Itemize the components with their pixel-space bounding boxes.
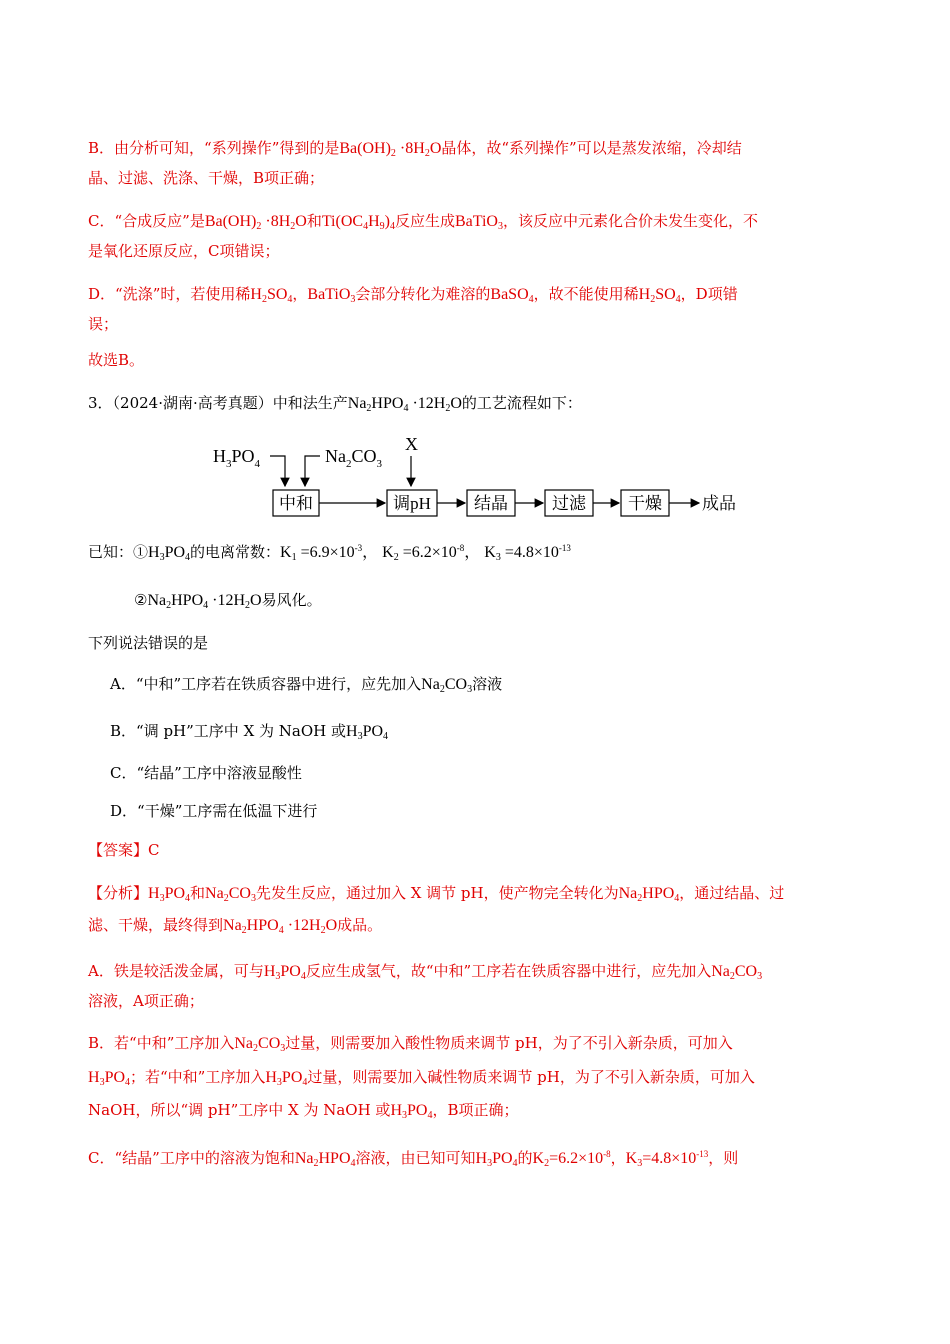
input-h3po4: $H_3PO_4$	[213, 446, 261, 470]
analysis-b-line2: 晶、过滤、洗涤、干燥，B项正确；	[88, 169, 325, 187]
text: 已知：①	[88, 543, 149, 561]
step-neutralize: 中和	[279, 494, 313, 513]
text: 会部分转化为难溶的	[355, 285, 491, 303]
arrow-na2co3	[305, 456, 320, 486]
analysis-A-line1	[88, 960, 862, 983]
text: 和	[190, 884, 206, 902]
text: ，则	[708, 1149, 739, 1167]
text: ，该反应中元素化合价未发生变化，不	[502, 212, 758, 230]
option-b	[110, 720, 862, 743]
question-prompt: 下列说法错误的是	[88, 634, 209, 652]
text: ②	[134, 591, 148, 609]
analysis-B-line2	[88, 1066, 862, 1089]
text: 易风化。	[261, 591, 322, 609]
text: 过量，则需要加入酸性物质来调节 pH，为了不引入新杂质，可加入	[285, 1034, 733, 1052]
formula-na2co3: $Na_2CO_3$	[205, 885, 256, 904]
input-na2co3: $Na_2CO_3$	[325, 446, 383, 470]
text: 【分析】	[88, 884, 149, 902]
analysis-C-line1	[88, 1147, 862, 1170]
formula-na2co3: $Na_2CO_3$	[421, 676, 473, 695]
conclusion: 故选B。	[88, 351, 145, 369]
constant-k2: $K_2=6.2\times 10^{-8}$	[532, 1149, 611, 1169]
text: 成品。	[337, 916, 383, 934]
formula-h3po4: $H_3PO_4$	[148, 544, 191, 563]
analysis-B-line3	[88, 1099, 862, 1122]
analysis-c-line2: 是氧化还原反应，C项错误；	[88, 242, 280, 260]
formula-ti-oc4h9-4: $Ti(OC_4H_9)_4$	[321, 213, 395, 232]
formula-h3po4: $H_3PO_4$	[263, 963, 306, 982]
text: 先发生反应，通过加入 X 调节 pH，使产物完全转化为	[255, 884, 619, 902]
option-c: C．“结晶”工序中溶液显酸性	[110, 764, 302, 782]
text: ，D项错	[680, 285, 738, 303]
formula-h3po4: $H_3PO_4$	[475, 1150, 518, 1169]
text: B．由分析可知，“系列操作”得到的是	[88, 139, 340, 157]
text: ，	[610, 1149, 626, 1167]
text: ，	[292, 285, 308, 303]
text: A．“中和”工序若在铁质容器中进行，应先加入	[110, 675, 422, 693]
step-adjust-ph: 调pH	[393, 494, 431, 513]
analysis-A-line2: 溶液，A项正确；	[88, 992, 204, 1010]
formula-na2hpo4-12h2o: $Na_2HPO_4 \cdot 12H_2O$	[147, 592, 262, 611]
text: 的电离常数：	[190, 543, 281, 561]
text: NaOH，所以“调 pH”工序中 X 为 NaOH 或	[88, 1101, 391, 1119]
formula-h3po4: $H_3PO_4$	[390, 1102, 433, 1121]
text: ，B项正确；	[432, 1101, 519, 1119]
formula-h3po4: $H_3PO_4$	[88, 1069, 131, 1088]
process-flow-diagram	[205, 428, 765, 528]
text: 溶液，由已知可知	[355, 1149, 476, 1167]
formula-baso4: BaSO$_4$	[490, 286, 534, 305]
analysis-b-line1	[88, 137, 862, 160]
formula-na2co3: $Na_2CO_3$	[711, 963, 763, 982]
formula-batio3: BaTiO$_3$	[307, 286, 356, 305]
text: 的	[517, 1149, 533, 1167]
formula-na2hpo4-12h2o: $Na_2HPO_4 \cdot 12H_2O$	[347, 395, 462, 414]
text: 的工艺流程如下：	[461, 394, 582, 412]
text: 和	[306, 212, 322, 230]
analysis-B-line1	[88, 1032, 862, 1055]
formula-h3po4: $H_3PO_4$	[148, 885, 191, 904]
formula-na2hpo4: $Na_2HPO_4$	[294, 1150, 356, 1169]
text: 溶液	[472, 675, 503, 693]
formula-batio3: BaTiO$_3$	[454, 213, 503, 232]
formula-ba-oh2-8h2o: $Ba(OH)_2 \cdot 8H_2O$	[339, 140, 442, 159]
option-a	[110, 673, 862, 696]
text: 反应生成氢气，故“中和”工序若在铁质容器中进行，应先加入	[305, 962, 712, 980]
text: ，通过结晶、过	[679, 884, 785, 902]
analysis-c-line1	[88, 210, 862, 233]
question-stem	[88, 392, 862, 415]
analysis-d-line1	[88, 283, 862, 306]
known-2	[134, 589, 862, 612]
formula-h3po4: $H_3PO_4$	[346, 723, 389, 742]
known-1	[88, 541, 862, 564]
step-crystallize: 结晶	[474, 494, 508, 513]
text: ，故不能使用稀	[533, 285, 639, 303]
arrow-h3po4	[270, 456, 285, 486]
analysis-line2	[88, 914, 862, 937]
formula-h3po4: $H_3PO_4$	[265, 1069, 308, 1088]
formula-na2hpo4: $Na_2HPO_4$	[618, 885, 680, 904]
step-filter: 过滤	[552, 494, 586, 513]
constants-k: $K_1 =6.9\times 10^{-3}$， $K_2 =6.2\times 10^{-8}$， $K_3 =4.8\times 10^{-13}$	[280, 543, 571, 563]
formula-ba-oh2-8h2o: $Ba(OH)_2 \cdot 8H_2O$	[204, 213, 307, 232]
text: 反应生成	[394, 212, 455, 230]
text: ；若“中和”工序加入	[130, 1068, 266, 1086]
formula-h2so4: $H_2SO_4$	[250, 286, 293, 305]
text: D．“洗涤”时，若使用稀	[88, 285, 251, 303]
text: 滤、干燥，最终得到	[88, 916, 224, 934]
answer-label: 【答案】C	[88, 841, 160, 859]
text: 晶体，故“系列操作”可以是蒸发浓缩，冷却结	[441, 139, 742, 157]
text: C．“合成反应”是	[88, 212, 205, 230]
text: A．铁是较活泼金属，可与	[88, 962, 264, 980]
text: B．“调 pH”工序中 X 为 NaOH 或	[110, 722, 347, 740]
input-x: X	[405, 434, 418, 454]
product-label: 成品	[702, 494, 736, 513]
text: C．“结晶”工序中的溶液为饱和	[88, 1149, 295, 1167]
formula-h2so4: $H_2SO_4$	[638, 286, 681, 305]
text: 3．（2024·湖南·高考真题）中和法生产	[88, 394, 348, 412]
constant-k3: $K_3=4.8\times 10^{-13}$	[625, 1149, 709, 1169]
formula-na2co3: $Na_2CO_3$	[234, 1035, 286, 1054]
option-d: D．“干燥”工序需在低温下进行	[110, 802, 318, 820]
analysis-d-line2: 误；	[88, 315, 119, 333]
formula-na2hpo4-12h2o: $Na_2HPO_4 \cdot 12H_2O$	[223, 917, 338, 936]
analysis-line1	[88, 882, 862, 905]
text: B．若“中和”工序加入	[88, 1034, 235, 1052]
text: 过量，则需要加入碱性物质来调节 pH，为了不引入新杂质，可加入	[307, 1068, 755, 1086]
step-dry: 干燥	[628, 494, 662, 513]
